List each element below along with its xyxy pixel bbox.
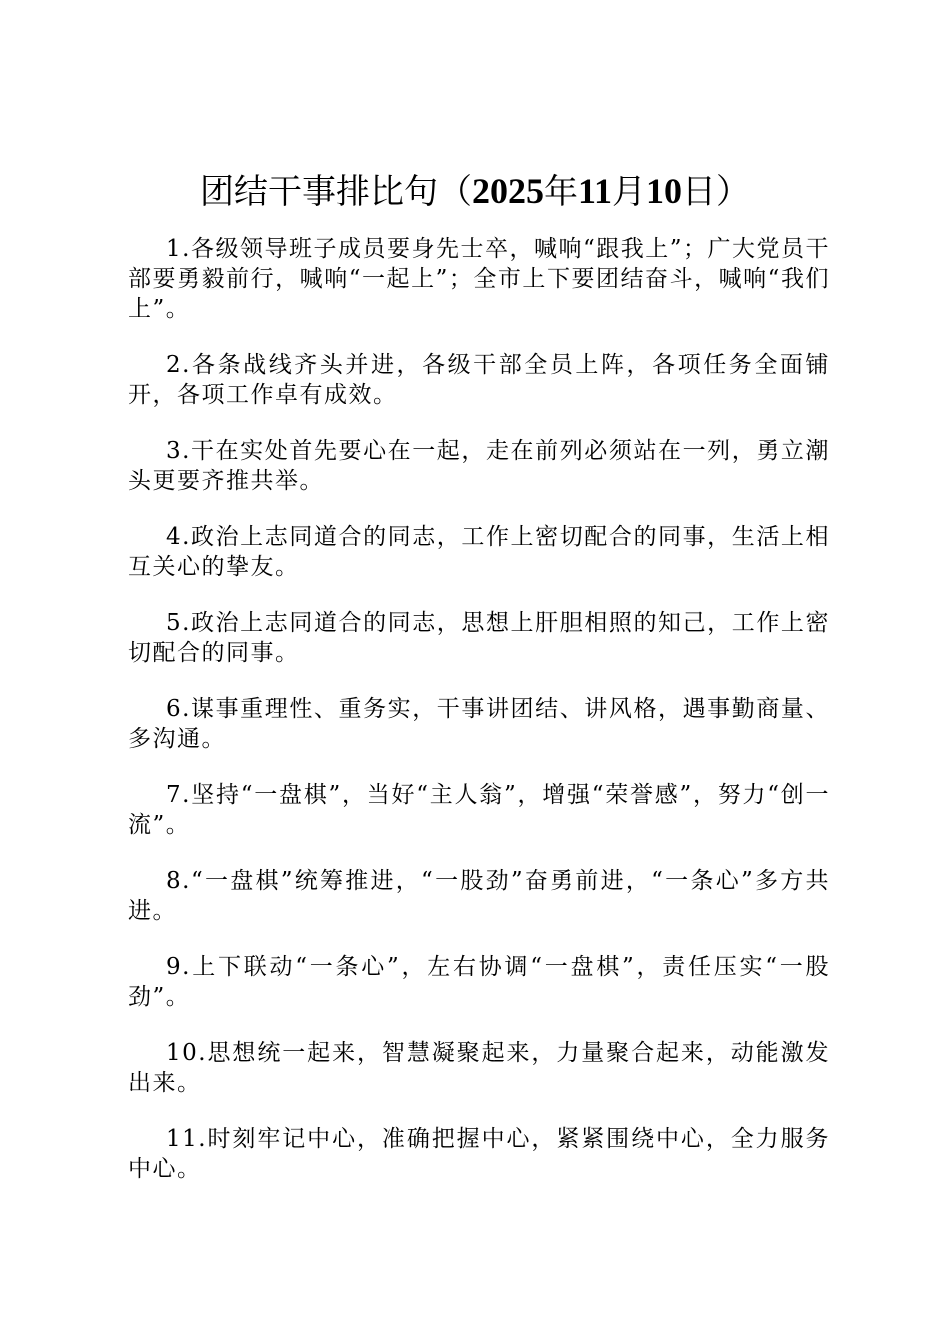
paragraph-5: 5.政治上志同道合的同志，思想上肝胆相照的知己，工作上密切配合的同事。 (128, 610, 830, 666)
paragraph-11: 11.时刻牢记中心，准确把握中心，紧紧围绕中心，全力服务中心。 (128, 1126, 830, 1182)
paragraph-3: 3.干在实处首先要心在一起，走在前列必须站在一列，勇立潮头更要齐推共举。 (128, 438, 830, 494)
title-year: 2025 (471, 171, 544, 211)
paragraph-6: 6.谋事重理性、重务实，干事讲团结、讲风格，遇事勤商量、多沟通。 (128, 696, 830, 752)
paragraph-10: 10.思想统一起来，智慧凝聚起来，力量聚合起来，动能激发出来。 (128, 1040, 830, 1096)
paragraph-9: 9.上下联动“一条心”，左右协调“一盘棋”，责任压实“一股劲”。 (128, 954, 830, 1010)
title-month: 11 (577, 171, 612, 211)
paragraph-4: 4.政治上志同道合的同志，工作上密切配合的同事，生活上相互关心的挚友。 (128, 524, 830, 580)
paragraph-2: 2.各条战线齐头并进，各级干部全员上阵，各项任务全面铺开，各项工作卓有成效。 (128, 352, 830, 408)
title-year-suffix: 年 (543, 172, 578, 212)
paragraph-1: 1.各级领导班子成员要身先士卒，喊响“跟我上”；广大党员干部要勇毅前行，喊响“一起上”；全市上下要团结奋斗，喊响“我们上”。 (128, 236, 830, 322)
paragraph-7: 7.坚持“一盘棋”，当好“主人翁”，增强“荣誉感”，努力“创一流”。 (128, 782, 830, 838)
title-day-suffix: 日） (682, 172, 750, 212)
title-text: 团结干事排比句（ (199, 172, 472, 212)
title-day: 10 (646, 171, 682, 211)
document-body (128, 234, 830, 1210)
paragraph-8: 8.“一盘棋”统筹推进，“一股劲”奋勇前进，“一条心”多方共进。 (128, 868, 830, 924)
document-title (0, 168, 950, 215)
title-month-suffix: 月 (612, 172, 646, 212)
